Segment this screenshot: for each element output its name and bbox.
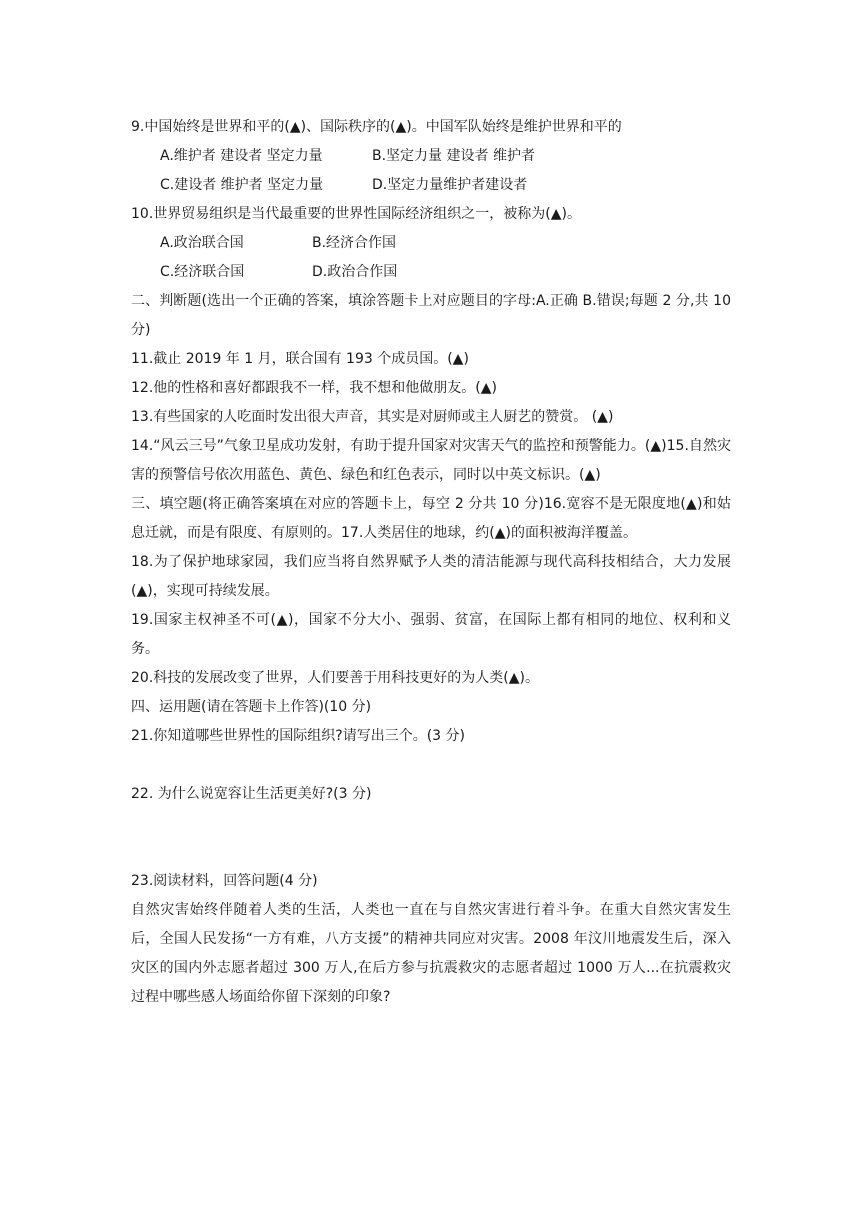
question-22: 22. 为什么说宽容让生活更美好?(3 分): [131, 786, 372, 802]
question-19: 19.国家主权神圣不可(▲)，国家不分大小、强弱、贫富，在国际上都有相同的地位、权利和义务。: [131, 612, 731, 657]
question-10-stem: 10.世界贸易组织是当代最重要的世界性国际经济组织之一，被称为(▲)。: [131, 206, 581, 222]
question-10-option-a: A.政治联合国: [160, 235, 244, 251]
question-9-option-c: C.建设者 维护者 坚定力量: [160, 177, 324, 193]
question-9-option-a: A.维护者 建设者 坚定力量: [160, 148, 323, 164]
question-9-option-b: B.坚定力量 建设者 维护者: [372, 148, 535, 164]
question-12: 12.他的性格和喜好都跟我不一样，我不想和他做朋友。(▲): [131, 380, 497, 396]
question-9-option-d: D.坚定力量维护者建设者: [372, 177, 528, 193]
question-10-option-d: D.政治合作国: [312, 264, 398, 280]
answer-space-22: [131, 809, 731, 867]
question-9-options-row-2: [131, 171, 731, 200]
question-9-options-row-1: [131, 142, 731, 171]
question-23-stem: 23.阅读材料，回答问题(4 分): [131, 873, 318, 889]
question-23-material: 自然灾害始终伴随着人类的生活，人类也一直在与自然灾害进行着斗争。在重大自然灾害发生后，全国人民发扬“一方有难，八方支援”的精神共同应对灾害。2008 年汶川地震发生后，深入灾区的国内外志愿者超过 300 万人,在后方参与抗震救灾的志愿者超过 1000 万人...在抗震救灾过程中哪些感人场面给你留下深刻的印象?: [131, 902, 731, 1005]
section-2-heading: 二、判断题(选出一个正确的答案，填涂答题卡上对应题目的字母:A.正确 B.错误;每题 2 分,共 10 分): [131, 293, 731, 338]
answer-space-21: [131, 751, 731, 780]
section-4-heading: 四、运用题(请在答题卡上作答)(10 分): [131, 699, 372, 715]
question-9-stem: 9.中国始终是世界和平的(▲)、国际秩序的(▲)。中国军队始终是维护世界和平的: [131, 119, 622, 135]
question-20: 20.科技的发展改变了世界，人们要善于用科技更好的为人类(▲)。: [131, 670, 539, 686]
question-11: 11.截止 2019 年 1 月，联合国有 193 个成员国。(▲): [131, 351, 469, 367]
question-10-options-row-1: [131, 229, 731, 258]
question-10-option-c: C.经济联合国: [160, 264, 245, 280]
question-10-options-row-2: [131, 258, 731, 287]
question-14-15: 14.“风云三号”气象卫星成功发射，有助于提升国家对灾害天气的监控和预警能力。(▲)15.自然灾害的预警信号依次用蓝色、黄色、绿色和红色表示，同时以中英文标识。(▲): [131, 438, 731, 483]
question-10-option-b: B.经济合作国: [312, 235, 397, 251]
question-18: 18.为了保护地球家园，我们应当将自然界赋予人类的清洁能源与现代高科技相结合，大力发展 (▲)，实现可持续发展。: [131, 554, 731, 599]
section-3-heading: 三、填空题(将正确答案填在对应的答题卡上，每空 2 分共 10 分)16.宽容不是无限度地(▲)和姑息迁就，而是有限度、有原则的。17.人类居住的地球，约(▲)的面积被海洋覆盖。: [131, 496, 731, 541]
question-21: 21.你知道哪些世界性的国际组织?请写出三个。(3 分): [131, 728, 465, 744]
question-13: 13.有些国家的人吃面时发出很大声音，其实是对厨师或主人厨艺的赞赏。 (▲): [131, 409, 614, 425]
exam-content: [131, 113, 731, 1012]
